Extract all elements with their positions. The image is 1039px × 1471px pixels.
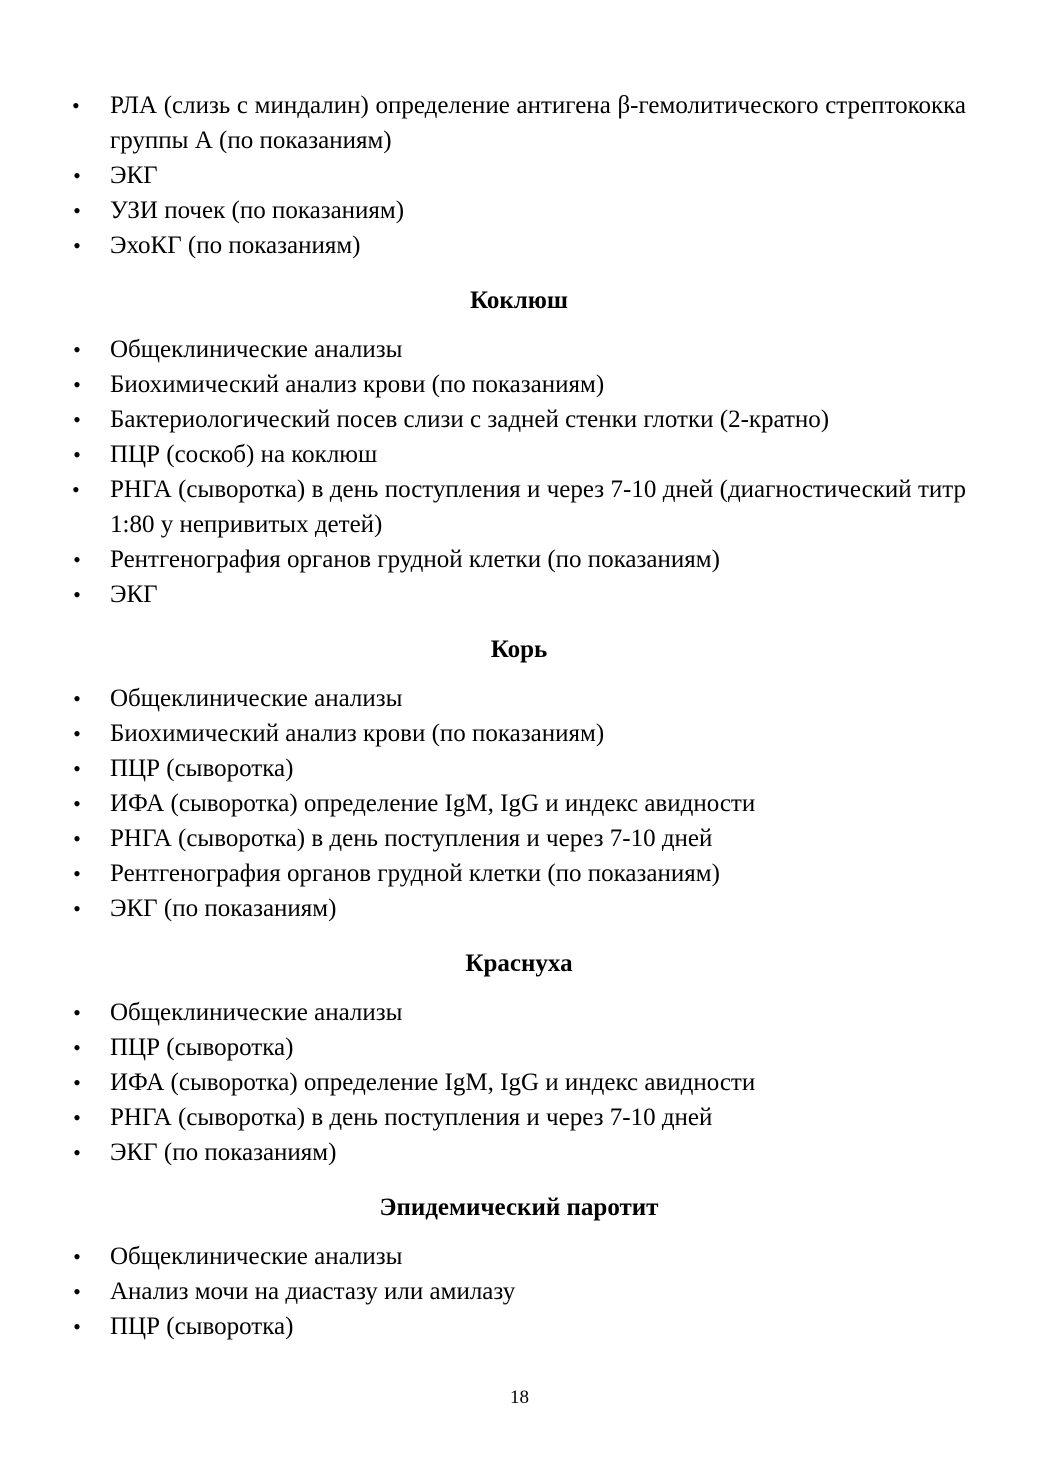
section-title: Корь <box>490 636 548 663</box>
list-item-text: УЗИ почек (по показаниям) <box>110 197 405 224</box>
list-item <box>72 1309 966 1344</box>
bullet-icon: • <box>73 721 81 746</box>
bullet-icon: • <box>73 896 81 921</box>
bullet-icon: • <box>73 756 81 781</box>
intro-list <box>72 88 966 263</box>
list-item <box>72 577 966 612</box>
list-item-text: ЭхоКГ (по показаниям) <box>110 232 361 259</box>
list-item <box>72 856 966 891</box>
list-item <box>72 472 966 542</box>
list-item <box>72 1100 966 1135</box>
list-item-text: ИФА (сыворотка) определение IgM, IgG и индекс авидности <box>110 790 756 817</box>
bullet-icon: • <box>73 407 81 432</box>
section-mumps <box>72 1170 966 1344</box>
list-item-text: Общеклинические анализы <box>110 999 403 1026</box>
bullet-icon: • <box>73 372 81 397</box>
bullet-icon: • <box>73 198 81 223</box>
bullet-icon: • <box>73 686 81 711</box>
list-item-text: ПЦР (соскоб) на коклюш <box>110 441 378 468</box>
list-item-text: Бактериологический посев слизи с задней стенки глотки (2-кратно) <box>110 406 830 433</box>
bullet-icon: • <box>73 1000 81 1025</box>
list-item <box>72 681 966 716</box>
list-item <box>72 995 966 1030</box>
bullet-icon: • <box>72 93 80 118</box>
list-item-text: ЭКГ <box>110 162 158 189</box>
list-item-text: ПЦР (сыворотка) <box>110 1034 294 1061</box>
list-item-text: Рентгенография органов грудной клетки (по показаниям) <box>110 546 720 573</box>
list-item-text: ПЦР (сыворотка) <box>110 1313 294 1340</box>
list-item <box>72 228 966 263</box>
bullet-icon: • <box>72 477 80 502</box>
list-item <box>72 751 966 786</box>
list-item <box>72 891 966 926</box>
section-list <box>72 995 966 1170</box>
bullet-icon: • <box>73 791 81 816</box>
section-title: Коклюш <box>469 287 569 314</box>
list-item-text: ЭКГ (по показаниям) <box>110 895 337 922</box>
bullet-icon: • <box>73 337 81 362</box>
list-item-text: Общеклинические анализы <box>110 685 403 712</box>
section-measles <box>72 612 966 926</box>
list-item-text: Биохимический анализ крови (по показаниям) <box>110 720 605 747</box>
bullet-icon: • <box>73 1105 81 1130</box>
bullet-icon: • <box>73 163 81 188</box>
list-item <box>72 402 966 437</box>
list-item-text: ЭКГ (по показаниям) <box>110 1139 337 1166</box>
list-item <box>72 1065 966 1100</box>
list-item-text: Общеклинические анализы <box>110 1243 403 1270</box>
section-rubella <box>72 926 966 1170</box>
list-item <box>72 1239 966 1274</box>
bullet-icon: • <box>73 1244 81 1269</box>
list-item <box>72 786 966 821</box>
bullet-icon: • <box>73 1070 81 1095</box>
section-list <box>72 1239 966 1344</box>
list-item <box>72 1135 966 1170</box>
list-item <box>72 542 966 577</box>
section-title: Краснуха <box>465 950 573 977</box>
list-item <box>72 367 966 402</box>
section-pertussis <box>72 263 966 612</box>
bullet-icon: • <box>73 826 81 851</box>
bullet-icon: • <box>73 547 81 572</box>
bullet-icon: • <box>73 1279 81 1304</box>
section-list <box>72 681 966 926</box>
list-item-text: РНГА (сыворотка) в день поступления и через 7-10 дней (диагностический титр 1:80 у непривитых детей) <box>110 476 966 538</box>
bullet-icon: • <box>73 442 81 467</box>
bullet-icon: • <box>73 1140 81 1165</box>
bullet-icon: • <box>73 861 81 886</box>
list-item <box>72 1030 966 1065</box>
list-item <box>72 332 966 367</box>
section-list <box>72 332 966 612</box>
list-item <box>72 158 966 193</box>
list-item-text: ЭКГ <box>110 581 158 608</box>
section-title: Эпидемический паротит <box>379 1194 659 1221</box>
list-item-text: Анализ мочи на диастазу или амилазу <box>110 1278 516 1305</box>
page-number: 18 <box>510 1387 529 1408</box>
document-page <box>72 88 966 1344</box>
list-item-text: Рентгенография органов грудной клетки (по показаниям) <box>110 860 720 887</box>
bullet-icon: • <box>73 1035 81 1060</box>
list-item <box>72 88 966 158</box>
list-item-text: РЛА (слизь с миндалин) определение антигена β-гемолитического стрептококка группы А (по показаниям) <box>110 92 966 154</box>
list-item <box>72 437 966 472</box>
list-item <box>72 193 966 228</box>
list-item-text: Биохимический анализ крови (по показаниям) <box>110 371 605 398</box>
list-item-text: ПЦР (сыворотка) <box>110 755 294 782</box>
list-item-text: РНГА (сыворотка) в день поступления и через 7-10 дней <box>110 1104 713 1131</box>
bullet-icon: • <box>73 1314 81 1339</box>
list-item-text: ИФА (сыворотка) определение IgM, IgG и индекс авидности <box>110 1069 756 1096</box>
list-item <box>72 1274 966 1309</box>
list-item <box>72 716 966 751</box>
bullet-icon: • <box>73 582 81 607</box>
list-item-text: РНГА (сыворотка) в день поступления и через 7-10 дней <box>110 825 713 852</box>
list-item <box>72 821 966 856</box>
list-item-text: Общеклинические анализы <box>110 336 403 363</box>
bullet-icon: • <box>73 233 81 258</box>
